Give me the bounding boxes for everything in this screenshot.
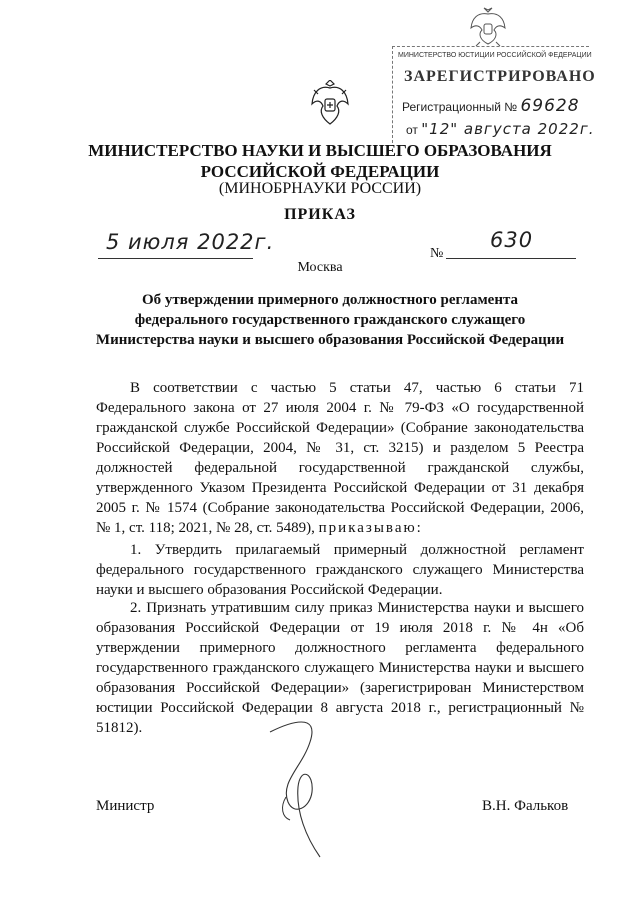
city: Москва bbox=[297, 260, 343, 275]
order-word: приказываю: bbox=[318, 520, 423, 536]
document-title bbox=[90, 290, 570, 350]
document-type: ПРИКАЗ bbox=[284, 206, 356, 223]
stamp-status: ЗАРЕГИСТРИРОВАНО bbox=[404, 68, 596, 85]
stamp-date-value: "12" августа 2022г. bbox=[421, 120, 595, 138]
title-line-1: Об утверждении примерного должностного регламента bbox=[141, 292, 519, 308]
stamp-reg-number: 69628 bbox=[520, 96, 580, 116]
order-date: 5 июля 2022г. bbox=[106, 230, 275, 254]
stamp-reg-row bbox=[402, 96, 580, 116]
coat-of-arms-icon bbox=[310, 80, 350, 126]
signatory-name: В.Н. Фальков bbox=[482, 798, 569, 814]
number-underline bbox=[446, 258, 576, 259]
stamp-ministry: МИНИСТЕРСТВО ЮСТИЦИИ РОССИЙСКОЙ ФЕДЕРАЦИИ bbox=[398, 52, 592, 59]
preamble-text: В соответствии с частью 5 статьи 47, частью 6 статьи 71 Федерального закона от 27 июля 2004 г. № 79-ФЗ «О государственной гражданской службе Российской Федерации» (Собрание законодательства Российской Федерации, 2004, № 31, ст. 3215) и разделом 5 Реестра должностей федеральной государственной гражданской службы, утвержденного Указом Президента Российской Федерации от 31 декабря 2005 г. № 1574 (Собрание законодательства Российской Федерации, 2006, № 1, ст. 118; 2021, № 28, ст. 5489), bbox=[96, 380, 584, 536]
title-line-2: федерального государственного гражданского служащего bbox=[134, 312, 526, 328]
preamble-paragraph bbox=[96, 378, 584, 538]
eagle-emblem-icon bbox=[468, 6, 508, 48]
ministry-line-2: РОССИЙСКОЙ ФЕДЕРАЦИИ bbox=[200, 162, 440, 181]
item-2-text: 2. Признать утратившим силу приказ Министерства науки и высшего образования Российской Федерации от 19 июля 2018 г. № 4н «Об утверждении примерного должностного регламента федерального государственного гражданского служащего Министерства науки и высшего образования Российской Федерации» (зарегистрирован Министерством юстиции Российской Федерации 8 августа 2018 г., регистрационный № 51812). bbox=[96, 600, 584, 736]
item-1-paragraph bbox=[96, 540, 584, 600]
stamp-date-prefix: от bbox=[406, 123, 418, 137]
registration-stamp bbox=[392, 6, 596, 146]
number-label: № bbox=[430, 246, 444, 261]
stamp-date-row bbox=[406, 120, 594, 138]
handwritten-signature bbox=[250, 712, 360, 862]
signatory-role: Министр bbox=[96, 798, 155, 814]
ministry-short-name: (МИНОБРНАУКИ РОССИИ) bbox=[218, 180, 422, 197]
item-1-text: 1. Утвердить прилагаемый примерный должностной регламент федерального государственного гражданского служащего Министерства науки и высшего образования Российской Федерации. bbox=[96, 542, 584, 598]
ministry-line-1: МИНИСТЕРСТВО НАУКИ И ВЫСШЕГО ОБРАЗОВАНИЯ bbox=[88, 141, 552, 160]
stamp-reg-label: Регистрационный № bbox=[402, 100, 518, 114]
order-number: 630 bbox=[490, 228, 534, 252]
ministry-title bbox=[0, 140, 640, 182]
title-line-3: Министерства науки и высшего образования Российской Федерации bbox=[95, 332, 565, 348]
date-underline bbox=[98, 258, 253, 259]
